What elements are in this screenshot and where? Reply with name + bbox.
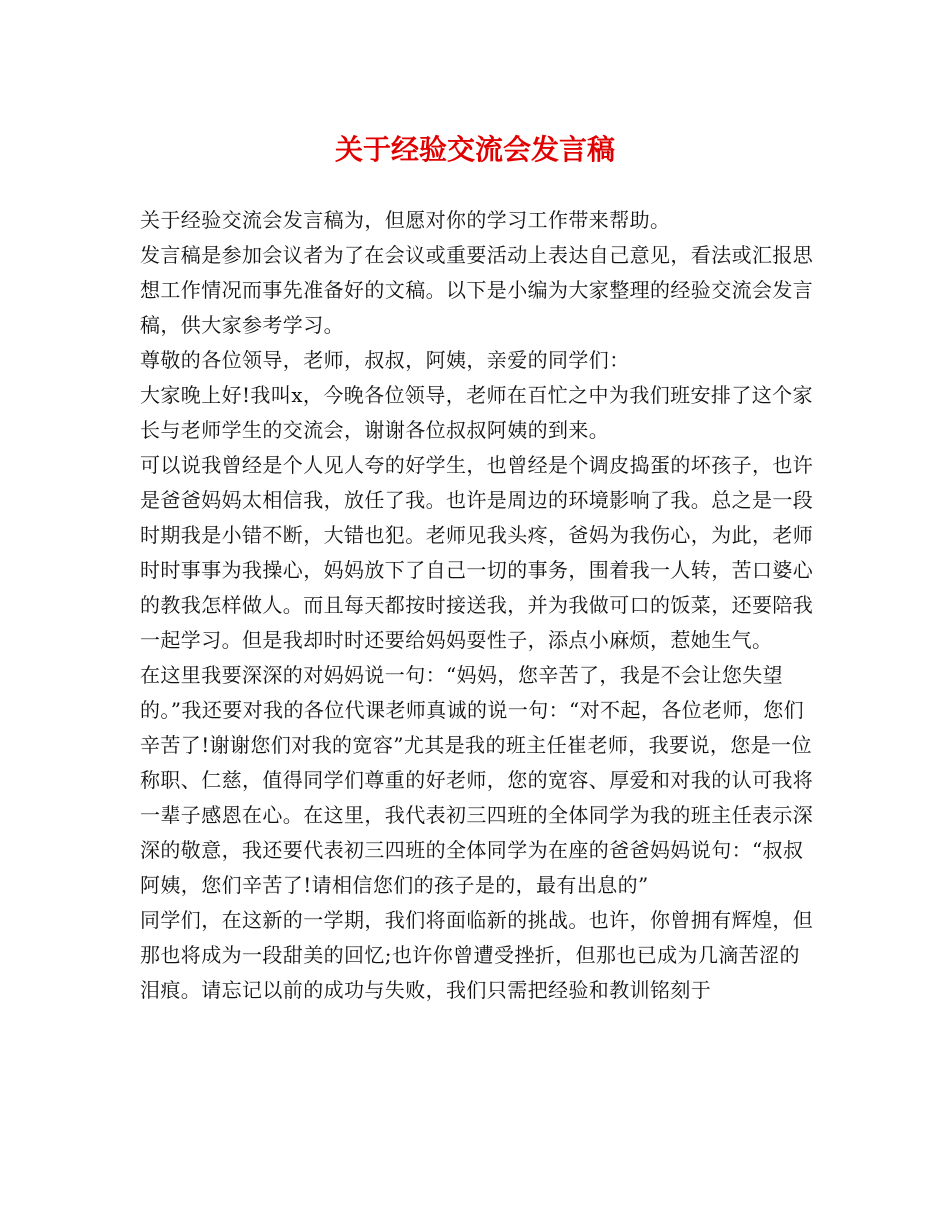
paragraph-story: 可以说我曾经是个人见人夸的好学生，也曾经是个调皮捣蛋的坏孩子，也许是爸爸妈妈太相信我，放任了我。也许是周边的环境影响了我。总之是一段时期我是小错不断，大错也犯。老师见我头疼，爸妈为我伤心，为此，老师时时事事为我操心，妈妈放下了自己一切的事务，围着我一人转，苦口婆心的教我怎样做人。而且每天都按时接送我，并为我做可口的饭菜，还要陪我一起学习。但是我却时时还要给妈妈耍性子，添点小麻烦，惹她生气。 xyxy=(140,453,814,652)
paragraph-salutation: 尊敬的各位领导，老师，叔叔，阿姨，亲爱的同学们： xyxy=(140,348,630,372)
paragraph-greeting: 大家晚上好!我叫x，今晚各位领导，老师在百忙之中为我们班安排了这个家长与老师学生的交流会，谢谢各位叔叔阿姨的到来。 xyxy=(140,383,813,442)
paragraph-definition: 发言稿是参加会议者为了在会议或重要活动上表达自己意见，看法或汇报思想工作情况而事先准备好的文稿。以下是小编为大家整理的经验交流会发言稿，供大家参考学习。 xyxy=(140,243,814,337)
document-title: 关于经验交流会发言稿 xyxy=(334,133,615,166)
paragraph-intro: 关于经验交流会发言稿为，但愿对你的学习工作带来帮助。 xyxy=(140,208,671,232)
paragraph-thanks: 在这里我要深深的对妈妈说一句：“妈妈，您辛苦了，我是不会让您失望的。”我还要对我的各位代课老师真诚的说一句：“对不起，各位老师，您们辛苦了!谢谢您们对我的宽容”尤其是我的班主任崔老师，我要说，您是一位称职、仁慈，值得同学们尊重的好老师，您的宽容、厚爱和对我的认可我将一辈子感恩在心。在这里，我代表初三四班的全体同学为我的班主任表示深深的敬意，我还要代表初三四班的全体同学为在座的爸爸妈妈说句：“叔叔阿姨，您们辛苦了!请相信您们的孩子是的，最有出息的” xyxy=(140,663,814,897)
paragraph-classmates: 同学们，在这新的一学期，我们将面临新的挑战。也许，你曾拥有辉煌，但那也将成为一段甜美的回忆;也许你曾遭受挫折，但那也已成为几滴苦涩的泪痕。请忘记以前的成功与失败，我们只需把经验和教训铭刻于 xyxy=(140,908,814,1002)
document-body xyxy=(140,203,820,1008)
